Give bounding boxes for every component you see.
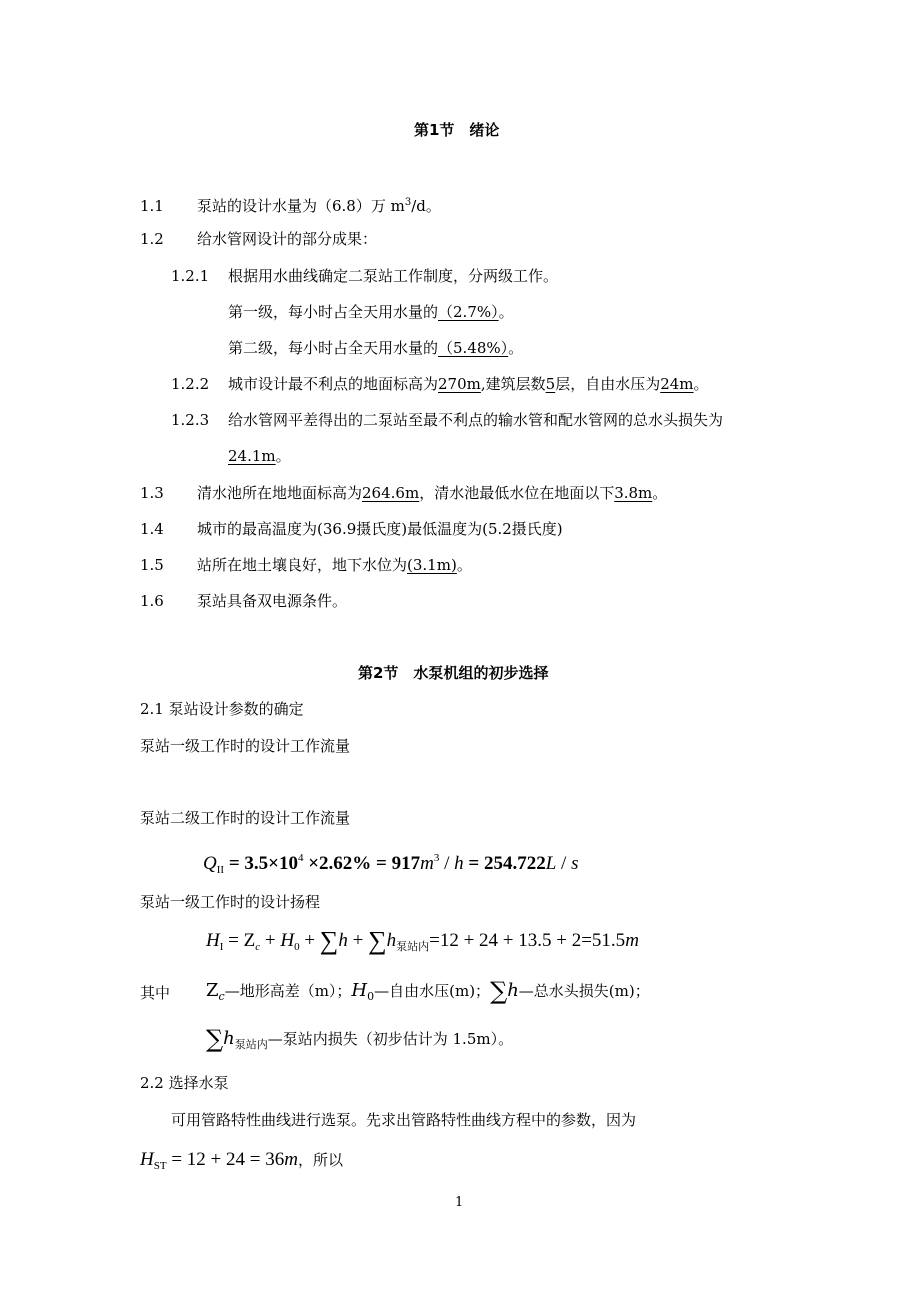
item-1-4: 1.4 城市的最高温度为(36.9摄氏度)最低温度为(5.2摄氏度) — [140, 520, 563, 538]
equation-h1: $H_I = Z_c + H_0 + \sum h + \sum h_{泵站内}=12 + 24 + 13.5 + 2=51.5m$ — [206, 926, 639, 955]
page-number: 1 — [455, 1195, 464, 1210]
selection-paragraph: 可用管路特性曲线进行选泵。先求出管路特性曲线方程中的参数，因为 — [171, 1111, 637, 1129]
where-label: 其中 — [140, 984, 171, 1002]
where-line-1: $Z_c—$地形高差（m）；$H_0—$自由水压(m)；∑h—总水头损失(m)； — [206, 977, 650, 1005]
item-1-3: 1.3 清水池所在地地面标高为264.6m，清水池最低水位在地面以下3.8m。 — [140, 484, 668, 502]
head1-label: 泵站一级工作时的设计扬程 — [140, 893, 321, 911]
item-1-2-1: 1.2.1 根据用水曲线确定二泵站工作制度，分两级工作。 — [171, 267, 559, 285]
equation-hst: $H_{ST} = 12 + 24 = 36m$，所以 — [140, 1149, 343, 1172]
item-1-2-3: 1.2.3 给水管网平差得出的二泵站至最不利点的输水管和配水管网的总水头损失为 — [171, 411, 724, 429]
second-level-line: 第二级，每小时占全天用水量的（5.48%）。 — [228, 339, 524, 357]
flow1-label: 泵站一级工作时的设计工作流量 — [140, 737, 351, 755]
section1-title: 第1节 绪论 — [414, 121, 500, 139]
item-1-6: 1.6 泵站具备双电源条件。 — [140, 592, 348, 610]
item-1-2: 1.2 给水管网设计的部分成果： — [140, 230, 378, 248]
where-line-2: $\sum h_{泵站内}—$泵站内损失（初步估计为 1.5m）。 — [206, 1025, 514, 1053]
flow2-label: 泵站二级工作时的设计工作流量 — [140, 809, 351, 827]
section2-title: 第2节 水泵机组的初步选择 — [358, 664, 549, 682]
first-level-line: 第一级，每小时占全天用水量的（2.7%）。 — [228, 303, 514, 321]
subsection-2-1: 2.1 泵站设计参数的确定 — [140, 700, 304, 718]
item-1-5: 1.5 站所在地土壤良好，地下水位为(3.1m)。 — [140, 556, 472, 574]
subsection-2-2: 2.2 选择水泵 — [140, 1074, 229, 1092]
item-1-2-2: 1.2.2 城市设计最不利点的地面标高为270m,建筑层数5层，自由水压为24m。 — [171, 375, 709, 393]
equation-q2: $Q_{II} = 3.5\times 10^4 \times 2.62\% = 917m^3 / h = 254.722L / s$ — [203, 852, 579, 876]
item-1-1: 1.1 泵站的设计水量为（6.8）万 $m^3/d$。 — [140, 197, 441, 215]
first-level-value: （2.7%） — [438, 303, 499, 321]
item-1-2-3-cont: 24.1m。 — [228, 447, 291, 465]
second-level-value: （5.48%） — [438, 339, 509, 357]
